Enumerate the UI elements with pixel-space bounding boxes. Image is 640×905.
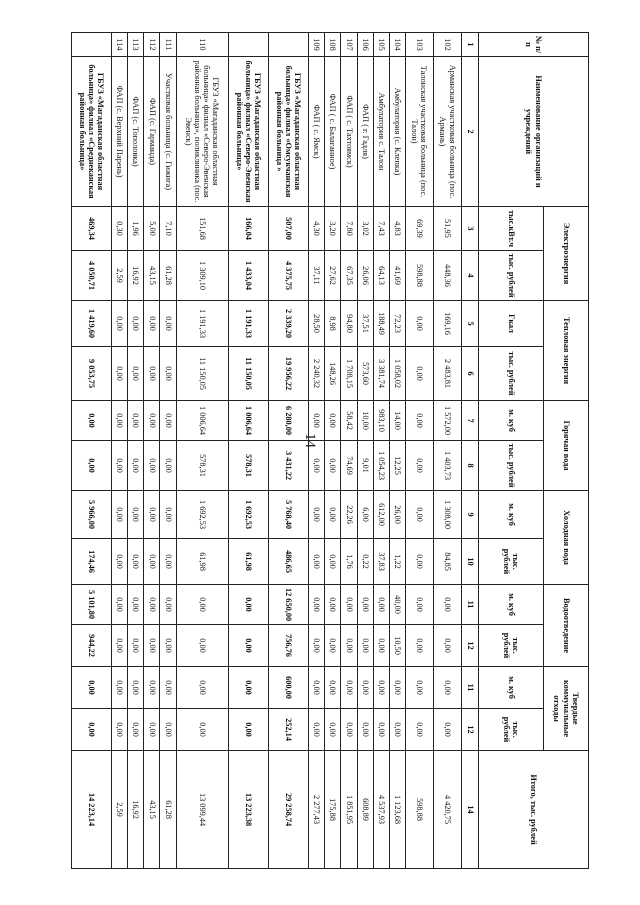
value-cell: 0,00 xyxy=(373,709,389,751)
value-cell: 188,49 xyxy=(373,301,389,347)
value-cell: 148,26 xyxy=(325,347,341,401)
value-cell: 0,00 xyxy=(112,491,128,539)
value-cell: 0,00 xyxy=(309,539,325,585)
value-cell: 0,00 xyxy=(325,539,341,585)
sub-header: м. куб xyxy=(479,667,544,709)
value-cell: 0,00 xyxy=(128,709,144,751)
value-cell: 1 308,00 xyxy=(433,491,461,539)
value-cell: 0,00 xyxy=(341,667,357,709)
index-cell: 7 xyxy=(462,401,479,441)
row-number-cell xyxy=(72,33,112,57)
value-cell: 12 650,00 xyxy=(269,585,309,625)
value-cell: 0,00 xyxy=(309,625,325,667)
value-cell: 0,00 xyxy=(72,709,112,751)
value-cell: 3,02 xyxy=(357,207,373,251)
value-cell: 37,51 xyxy=(357,301,373,347)
value-cell: 252,14 xyxy=(269,709,309,751)
group-header: Электроэнергия xyxy=(544,207,589,301)
value-cell: 7,10 xyxy=(160,207,176,251)
value-cell: 1,22 xyxy=(389,539,405,585)
value-cell: 5 966,00 xyxy=(72,491,112,539)
value-cell: 0,00 xyxy=(309,491,325,539)
value-cell: 0,00 xyxy=(228,667,268,709)
value-cell: 0,00 xyxy=(128,625,144,667)
value-cell: 28,50 xyxy=(309,301,325,347)
index-cell: 4 xyxy=(462,251,479,301)
group-header: Холодная вода xyxy=(544,491,589,585)
value-cell: 600,00 xyxy=(269,667,309,709)
index-cell: 10 xyxy=(462,539,479,585)
row-total-cell: 2 277,43 xyxy=(309,751,325,869)
table-row xyxy=(228,33,268,869)
value-cell: 0,00 xyxy=(325,625,341,667)
value-cell: 3,20 xyxy=(325,207,341,251)
value-cell: 5 768,40 xyxy=(269,491,309,539)
value-cell: 69,39 xyxy=(405,207,433,251)
value-cell: 0,00 xyxy=(405,347,433,401)
value-cell: 0,00 xyxy=(357,625,373,667)
value-cell: 61,28 xyxy=(160,251,176,301)
value-cell: 0,00 xyxy=(357,667,373,709)
value-cell: 0,00 xyxy=(144,491,160,539)
row-total-cell: 61,28 xyxy=(160,751,176,869)
value-cell: 0,00 xyxy=(405,625,433,667)
value-cell: 1 572,00 xyxy=(433,401,461,441)
value-cell: 0,00 xyxy=(144,667,160,709)
value-cell: 0,00 xyxy=(176,709,228,751)
row-name-cell: Арманская участковая больница (пос. Армань) xyxy=(433,57,461,207)
value-cell: 0,00 xyxy=(144,347,160,401)
row-name-cell: ФАП ( с. Тахтоямск) xyxy=(341,57,357,207)
value-cell: 0,00 xyxy=(144,441,160,491)
value-cell: 0,00 xyxy=(325,585,341,625)
table-row xyxy=(72,33,112,869)
row-name-cell: ФАП ( г. Гадля) xyxy=(357,57,373,207)
table-row xyxy=(309,33,325,869)
value-cell: 0,00 xyxy=(72,667,112,709)
value-cell: 61,98 xyxy=(228,539,268,585)
row-total-cell: 608,89 xyxy=(357,751,373,869)
value-cell: 507,00 xyxy=(269,207,309,251)
value-cell: 0,00 xyxy=(405,709,433,751)
value-cell: 0,00 xyxy=(112,347,128,401)
row-number-cell: 110 xyxy=(176,33,228,57)
row-total-cell: 13 099,44 xyxy=(176,751,228,869)
value-cell: 578,31 xyxy=(176,441,228,491)
value-cell: 0,00 xyxy=(325,709,341,751)
value-cell: 5,00 xyxy=(144,207,160,251)
group-header: Горячая вода xyxy=(544,401,589,491)
value-cell: 1 006,64 xyxy=(176,401,228,441)
value-cell: 0,00 xyxy=(176,667,228,709)
value-cell: 72,23 xyxy=(389,301,405,347)
sub-header: тыс. рублей xyxy=(479,709,544,751)
table-row xyxy=(325,33,341,869)
value-cell: 0,00 xyxy=(176,585,228,625)
row-name-cell: ГБУЗ «Магаданская областная больница» филиал «Северо-Эвенская районная больница», поликлиника (пос. Эвенск) xyxy=(176,57,228,207)
value-cell: 0,00 xyxy=(373,625,389,667)
value-cell: 0,00 xyxy=(405,301,433,347)
value-cell: 0,00 xyxy=(160,625,176,667)
value-cell: 174,46 xyxy=(72,539,112,585)
value-cell: 1 054,23 xyxy=(373,441,389,491)
value-cell: 2 240,32 xyxy=(309,347,325,401)
value-cell: 0,00 xyxy=(160,539,176,585)
index-cell: 11 xyxy=(462,667,479,709)
value-cell: 0,00 xyxy=(325,401,341,441)
row-number-cell xyxy=(228,33,268,57)
row-total-cell: 4 420,75 xyxy=(433,751,461,869)
value-cell: 4 050,71 xyxy=(72,251,112,301)
table-row xyxy=(176,33,228,869)
group-header: Тепловая энергия xyxy=(544,301,589,401)
table-row xyxy=(128,33,144,869)
value-cell: 1 419,60 xyxy=(72,301,112,347)
table-row xyxy=(357,33,373,869)
value-cell: 1 692,53 xyxy=(176,491,228,539)
page-number: 14 xyxy=(302,433,318,448)
value-cell: 0,22 xyxy=(357,539,373,585)
value-cell: 14,00 xyxy=(389,401,405,441)
value-cell: 2 483,81 xyxy=(433,347,461,401)
row-total-cell: 4 537,93 xyxy=(373,751,389,869)
value-cell: 67,35 xyxy=(341,251,357,301)
sub-header: м. куб xyxy=(479,585,544,625)
value-cell: 151,68 xyxy=(176,207,228,251)
value-cell: 166,04 xyxy=(228,207,268,251)
row-number-cell: 113 xyxy=(128,33,144,57)
value-cell: 9,01 xyxy=(357,441,373,491)
row-total-cell: 13 223,38 xyxy=(228,751,268,869)
row-number-cell: 103 xyxy=(405,33,433,57)
sub-header: тыс.кВт.ч xyxy=(479,207,544,251)
value-cell: 983,10 xyxy=(373,401,389,441)
value-cell: 0,00 xyxy=(433,667,461,709)
value-cell: 0,00 xyxy=(309,441,325,491)
row-number-cell: 105 xyxy=(373,33,389,57)
value-cell: 0,00 xyxy=(144,709,160,751)
value-cell: 0,00 xyxy=(112,625,128,667)
value-cell: 11 150,05 xyxy=(176,347,228,401)
value-cell: 37,11 xyxy=(309,251,325,301)
value-cell: 26,00 xyxy=(389,491,405,539)
value-cell: 0,00 xyxy=(325,441,341,491)
value-cell: 6,00 xyxy=(357,491,373,539)
row-total-cell: 175,88 xyxy=(325,751,341,869)
value-cell: 0,00 xyxy=(357,585,373,625)
value-cell: 578,31 xyxy=(228,441,268,491)
value-cell: 0,00 xyxy=(112,709,128,751)
rotated-table-container xyxy=(71,32,589,868)
value-cell: 0,00 xyxy=(160,709,176,751)
value-cell: 1 191,33 xyxy=(176,301,228,347)
value-cell: 0,00 xyxy=(325,667,341,709)
value-cell: 0,00 xyxy=(112,585,128,625)
index-cell: 2 xyxy=(462,57,479,207)
value-cell: 9 053,75 xyxy=(72,347,112,401)
value-cell: 26,06 xyxy=(357,251,373,301)
value-cell: 0,00 xyxy=(405,585,433,625)
value-cell: 0,00 xyxy=(373,585,389,625)
row-name-cell: ГБУЗ «Магаданская областная больница» филиал «Омсукчанская районная больница » xyxy=(269,57,309,207)
value-cell: 7,80 xyxy=(341,207,357,251)
value-cell: 944,22 xyxy=(72,625,112,667)
row-name-cell: ФАП (с. Верхний Парень) xyxy=(112,57,128,207)
value-cell: 11 150,05 xyxy=(228,347,268,401)
value-cell: 1 433,04 xyxy=(228,251,268,301)
value-cell: 8,98 xyxy=(325,301,341,347)
table-row xyxy=(160,33,176,869)
index-cell: 1 xyxy=(462,33,479,57)
table-row xyxy=(144,33,160,869)
value-cell: 0,00 xyxy=(128,585,144,625)
row-name-cell: Амбулатория (с. Клепка) xyxy=(389,57,405,207)
value-cell: 0,00 xyxy=(309,401,325,441)
value-cell: 4,83 xyxy=(389,207,405,251)
value-cell: 0,00 xyxy=(389,709,405,751)
value-cell: 0,00 xyxy=(228,709,268,751)
value-cell: 0,00 xyxy=(309,709,325,751)
value-cell: 0,00 xyxy=(309,667,325,709)
value-cell: 0,00 xyxy=(405,667,433,709)
value-cell: 0,00 xyxy=(405,401,433,441)
value-cell: 0,00 xyxy=(144,585,160,625)
value-cell: 4 375,75 xyxy=(269,251,309,301)
value-cell: 1 692,53 xyxy=(228,491,268,539)
row-name-cell: ФАП ( с. Ямск) xyxy=(309,57,325,207)
value-cell: 1 191,33 xyxy=(228,301,268,347)
value-cell: 0,00 xyxy=(373,667,389,709)
value-cell: 58,42 xyxy=(341,401,357,441)
group-header: Водоотведение xyxy=(544,585,589,667)
value-cell: 4,30 xyxy=(309,207,325,251)
value-cell: 51,95 xyxy=(433,207,461,251)
value-cell: 0,00 xyxy=(433,625,461,667)
value-cell: 0,00 xyxy=(160,401,176,441)
index-cell: 5 xyxy=(462,301,479,347)
value-cell: 2,59 xyxy=(112,251,128,301)
row-number-cell: 109 xyxy=(309,33,325,57)
value-cell: 612,00 xyxy=(373,491,389,539)
value-cell: 0,00 xyxy=(128,667,144,709)
value-cell: 0,00 xyxy=(357,709,373,751)
value-cell: 5 101,80 xyxy=(72,585,112,625)
value-cell: 0,00 xyxy=(112,667,128,709)
value-cell: 7,43 xyxy=(373,207,389,251)
value-cell: 0,00 xyxy=(433,585,461,625)
value-cell: 61,98 xyxy=(176,539,228,585)
value-cell: 0,00 xyxy=(112,301,128,347)
row-total-cell: 1 123,68 xyxy=(389,751,405,869)
value-cell: 0,00 xyxy=(144,539,160,585)
value-cell: 486,65 xyxy=(269,539,309,585)
value-cell: 756,76 xyxy=(269,625,309,667)
value-cell: 6 280,00 xyxy=(269,401,309,441)
value-cell: 0,00 xyxy=(160,491,176,539)
row-name-cell: ФАП ( с. Балаганное) xyxy=(325,57,341,207)
index-cell: 9 xyxy=(462,491,479,539)
value-cell: 0,00 xyxy=(228,585,268,625)
index-cell: 12 xyxy=(462,625,479,667)
row-number-cell: 106 xyxy=(357,33,373,57)
value-cell: 1 058,02 xyxy=(389,347,405,401)
index-cell: 6 xyxy=(462,347,479,401)
value-cell: 1 006,64 xyxy=(228,401,268,441)
value-cell: 0,00 xyxy=(325,491,341,539)
col-num-header: № п/п xyxy=(479,33,589,57)
row-number-cell xyxy=(269,33,309,57)
value-cell: 41,69 xyxy=(389,251,405,301)
value-cell: 0,00 xyxy=(112,539,128,585)
value-cell: 0,00 xyxy=(176,625,228,667)
value-cell: 0,00 xyxy=(72,441,112,491)
value-cell: 74,69 xyxy=(341,441,357,491)
value-cell: 3 381,74 xyxy=(373,347,389,401)
value-cell: 1 403,73 xyxy=(433,441,461,491)
table-row xyxy=(341,33,357,869)
sub-header: тыс. рублей xyxy=(479,347,544,401)
row-total-cell: 598,88 xyxy=(405,751,433,869)
value-cell: 22,26 xyxy=(341,491,357,539)
row-name-cell: Амбулатория с. Талон xyxy=(373,57,389,207)
value-cell: 19 956,22 xyxy=(269,347,309,401)
table-row xyxy=(405,33,433,869)
value-cell: 1 309,10 xyxy=(176,251,228,301)
value-cell: 0,00 xyxy=(144,625,160,667)
value-cell: 0,00 xyxy=(160,301,176,347)
table-row xyxy=(269,33,309,869)
index-cell: 8 xyxy=(462,441,479,491)
table-row xyxy=(373,33,389,869)
value-cell: 0,00 xyxy=(160,667,176,709)
group-header: Твердые коммунальные отходы xyxy=(544,667,589,751)
value-cell: 84,85 xyxy=(433,539,461,585)
value-cell: 0,00 xyxy=(405,491,433,539)
value-cell: 0,00 xyxy=(144,301,160,347)
value-cell: 0,00 xyxy=(160,347,176,401)
value-cell: 0,00 xyxy=(72,401,112,441)
value-cell: 0,00 xyxy=(341,625,357,667)
row-name-cell: ФАП (с. Тополовка) xyxy=(128,57,144,207)
row-total-cell: 1 851,95 xyxy=(341,751,357,869)
value-cell: 0,00 xyxy=(160,585,176,625)
row-number-cell: 107 xyxy=(341,33,357,57)
row-name-cell: ГБУЗ «Магаданская областная больница» филиал «Среднеканская районная больница» xyxy=(72,57,112,207)
value-cell: 0,00 xyxy=(341,585,357,625)
value-cell: 0,00 xyxy=(389,667,405,709)
value-cell: 0,00 xyxy=(112,441,128,491)
value-cell: 10,50 xyxy=(389,625,405,667)
sub-header: м. куб xyxy=(479,491,544,539)
value-cell: 43,15 xyxy=(144,251,160,301)
sub-header: тыс. рублей xyxy=(479,441,544,491)
row-name-cell: Участковая больница (с. Гижига) xyxy=(160,57,176,207)
row-number-cell: 104 xyxy=(389,33,405,57)
value-cell: 0,00 xyxy=(433,709,461,751)
index-cell: 3 xyxy=(462,207,479,251)
value-cell: 0,00 xyxy=(228,625,268,667)
col-total-header: Итого, тыс. рублей xyxy=(479,751,589,869)
value-cell: 0,00 xyxy=(405,539,433,585)
value-cell: 0,00 xyxy=(128,301,144,347)
table-row xyxy=(433,33,461,869)
index-cell: 14 xyxy=(462,751,479,869)
value-cell: 1 708,15 xyxy=(341,347,357,401)
value-cell: 0,00 xyxy=(112,401,128,441)
value-cell: 0,00 xyxy=(128,441,144,491)
sub-header: Гкал xyxy=(479,301,544,347)
value-cell: 0,00 xyxy=(160,441,176,491)
sub-header: тыс. рублей xyxy=(479,251,544,301)
utilities-table xyxy=(71,32,589,869)
value-cell: 0,30 xyxy=(112,207,128,251)
row-number-cell: 102 xyxy=(433,33,461,57)
row-total-cell: 29 258,74 xyxy=(269,751,309,869)
row-name-cell: ФАП (с. Гарманда) xyxy=(144,57,160,207)
row-total-cell: 16,92 xyxy=(128,751,144,869)
value-cell: 3 431,22 xyxy=(269,441,309,491)
value-cell: 1,96 xyxy=(128,207,144,251)
row-total-cell: 43,15 xyxy=(144,751,160,869)
table-row xyxy=(389,33,405,869)
value-cell: 0,00 xyxy=(128,347,144,401)
value-cell: 16,92 xyxy=(128,251,144,301)
value-cell: 469,34 xyxy=(72,207,112,251)
col-name-header: Наименование организаций и учреждений xyxy=(479,57,589,207)
value-cell: 0,00 xyxy=(309,585,325,625)
value-cell: 0,00 xyxy=(128,539,144,585)
row-name-cell: ГБУЗ «Магаданская областная больница» филиал «Северо-Эвенская районная больница» xyxy=(228,57,268,207)
sub-header: тыс. рублей xyxy=(479,625,544,667)
value-cell: 12,25 xyxy=(389,441,405,491)
sub-header: тыс. рублей xyxy=(479,539,544,585)
value-cell: 2 339,20 xyxy=(269,301,309,347)
value-cell: 0,00 xyxy=(341,709,357,751)
row-number-cell: 108 xyxy=(325,33,341,57)
value-cell: 27,62 xyxy=(325,251,341,301)
index-cell: 11 xyxy=(462,585,479,625)
row-total-cell: 14 223,14 xyxy=(72,751,112,869)
value-cell: 169,16 xyxy=(433,301,461,347)
value-cell: 94,80 xyxy=(341,301,357,347)
value-cell: 598,88 xyxy=(405,251,433,301)
value-cell: 0,00 xyxy=(128,491,144,539)
row-number-cell: 111 xyxy=(160,33,176,57)
index-cell: 12 xyxy=(462,709,479,751)
value-cell: 448,36 xyxy=(433,251,461,301)
row-name-cell: Талонская участковая больница (пос. Талон) xyxy=(405,57,433,207)
row-number-cell: 112 xyxy=(144,33,160,57)
value-cell: 0,00 xyxy=(144,401,160,441)
value-cell: 64,13 xyxy=(373,251,389,301)
value-cell: 0,00 xyxy=(128,401,144,441)
row-total-cell: 2,59 xyxy=(112,751,128,869)
table-row xyxy=(112,33,128,869)
value-cell: 10,00 xyxy=(357,401,373,441)
row-number-cell: 114 xyxy=(112,33,128,57)
sub-header: м. куб xyxy=(479,401,544,441)
value-cell: 40,00 xyxy=(389,585,405,625)
table-body xyxy=(72,33,462,869)
value-cell: 0,00 xyxy=(405,441,433,491)
value-cell: 1,76 xyxy=(341,539,357,585)
value-cell: 37,83 xyxy=(373,539,389,585)
value-cell: 573,60 xyxy=(357,347,373,401)
